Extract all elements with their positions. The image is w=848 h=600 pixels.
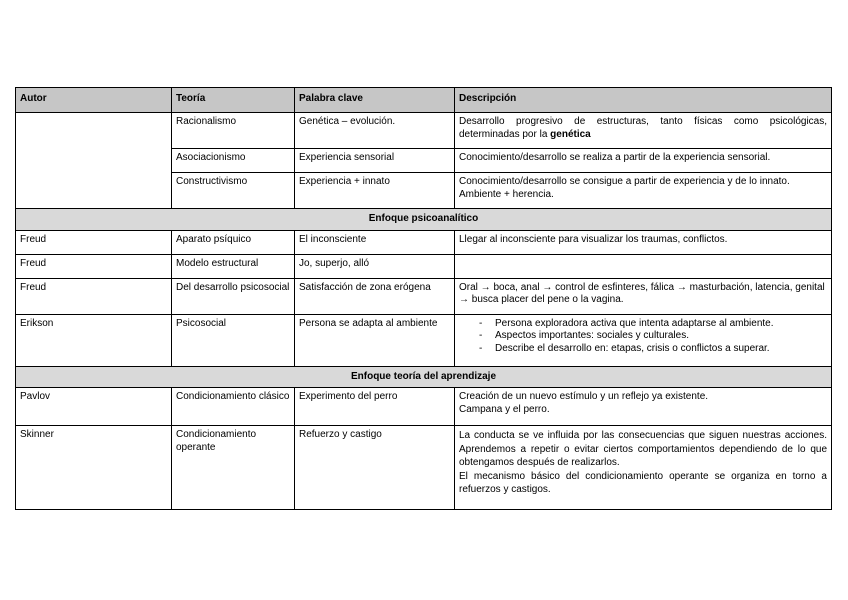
cell-palabra: Refuerzo y castigo	[295, 426, 455, 510]
cell-autor: Freud	[16, 230, 172, 254]
cell-palabra: Genética – evolución.	[295, 113, 455, 149]
cell-descripcion: Conocimiento/desarrollo se realiza a partir de la experiencia sensorial.	[455, 149, 832, 173]
bullet-list	[459, 318, 827, 356]
cell-descripcion	[455, 254, 832, 278]
cell-descripcion	[455, 388, 832, 426]
section-title-psicoanalitico: Enfoque psicoanalítico	[16, 209, 832, 231]
cell-palabra: El inconsciente	[295, 230, 455, 254]
desc-line: Campana y el perro.	[459, 403, 550, 415]
cell-palabra: Experiencia + innato	[295, 173, 455, 209]
section-title-aprendizaje: Enfoque teoría del aprendizaje	[16, 366, 832, 388]
section-row	[16, 366, 832, 388]
table-row	[16, 254, 832, 278]
cell-teoria: Asociacionismo	[172, 149, 295, 173]
desc-line: El mecanismo básico del condicionamiento operante se organiza en torno a refuerzos y castigos.	[459, 470, 827, 495]
cell-palabra: Jo, superjo, alló	[295, 254, 455, 278]
cell-descripcion: Llegar al inconsciente para visualizar los traumas, conflictos.	[455, 230, 832, 254]
cell-teoria: Modelo estructural	[172, 254, 295, 278]
cell-autor: Skinner	[16, 426, 172, 510]
cell-teoria: Aparato psíquico	[172, 230, 295, 254]
cell-teoria: Del desarrollo psicosocial	[172, 278, 295, 314]
cell-autor	[16, 113, 172, 209]
cell-descripcion	[455, 314, 832, 366]
header-teoria: Teoría	[172, 88, 295, 113]
cell-descripcion: Conocimiento/desarrollo se consigue a partir de experiencia y de lo innato. Ambiente + herencia.	[455, 173, 832, 209]
table-row	[16, 230, 832, 254]
list-item: - Aspectos importantes: sociales y culturales.	[459, 330, 827, 343]
list-item: - Persona exploradora activa que intenta adaptarse al ambiente.	[459, 318, 827, 331]
header-palabra-clave: Palabra clave	[295, 88, 455, 113]
header-row	[16, 88, 832, 113]
table-row	[16, 278, 832, 314]
table-row	[16, 113, 832, 149]
cell-autor: Erikson	[16, 314, 172, 366]
section-row	[16, 209, 832, 231]
table-row	[16, 314, 832, 366]
cell-teoria: Constructivismo	[172, 173, 295, 209]
desc-line: La conducta se ve influida por las consecuencias que siguen nuestras acciones. Aprendemos a repetir o evitar ciertos comportamientos dependiendo de lo que obtengamos después de realizarlos.	[459, 430, 827, 468]
cell-descripcion	[455, 113, 832, 149]
cell-teoria: Condicionamiento operante	[172, 426, 295, 510]
theories-table	[15, 87, 832, 510]
cell-teoria: Condicionamiento clásico	[172, 388, 295, 426]
cell-teoria: Racionalismo	[172, 113, 295, 149]
cell-palabra: Experimento del perro	[295, 388, 455, 426]
header-autor: Autor	[16, 88, 172, 113]
cell-autor: Freud	[16, 254, 172, 278]
cell-palabra: Experiencia sensorial	[295, 149, 455, 173]
cell-palabra: Satisfacción de zona erógena	[295, 278, 455, 314]
cell-descripcion	[455, 426, 832, 510]
table-row	[16, 388, 832, 426]
cell-teoria: Psicosocial	[172, 314, 295, 366]
table-row	[16, 426, 832, 510]
cell-autor: Freud	[16, 278, 172, 314]
desc-line: Creación de un nuevo estímulo y un reflejo ya existente.	[459, 391, 709, 402]
cell-autor: Pavlov	[16, 388, 172, 426]
header-descripcion: Descripción	[455, 88, 832, 113]
desc-bold: genética	[550, 128, 591, 140]
cell-palabra: Persona se adapta al ambiente	[295, 314, 455, 366]
list-item: - Describe el desarrollo en: etapas, crisis o conflictos a superar.	[459, 343, 827, 356]
cell-descripcion: Oral → boca, anal → control de esfinteres, fálica → masturbación, latencia, genital → busca placer del pene o la vagina.	[455, 278, 832, 314]
desc-text: Desarrollo progresivo de estructuras, tanto físicas como psicológicas, determinadas por la	[459, 116, 827, 140]
